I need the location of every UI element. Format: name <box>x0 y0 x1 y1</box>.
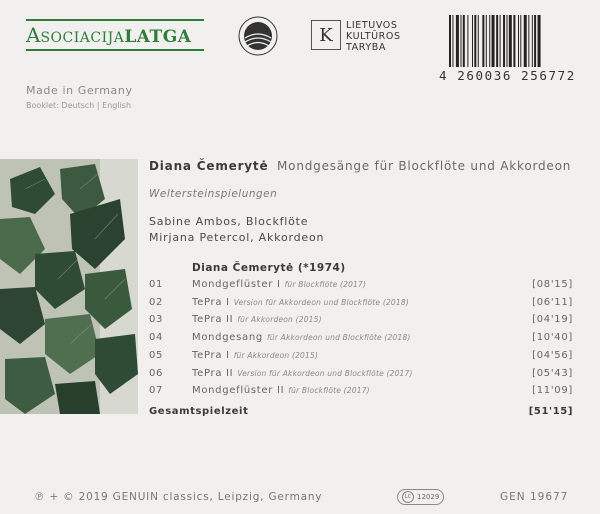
barcode-bar <box>486 15 487 67</box>
total-duration: [51'15] <box>528 406 573 417</box>
barcode-bar <box>472 15 473 67</box>
lkt-line-2: KULTŪROS <box>346 31 401 42</box>
track-duration: [11'09] <box>532 385 573 397</box>
barcode-bar <box>449 15 451 67</box>
track-duration: [04'56] <box>532 349 573 361</box>
barcode-bar <box>489 15 490 67</box>
performer-1: Sabine Ambos, Blockflöte <box>149 215 309 228</box>
track-row <box>149 350 573 366</box>
lkt-k-logo <box>311 20 341 50</box>
barcode-bar <box>520 15 521 67</box>
track-number: 02 <box>149 296 164 308</box>
barcode-bar <box>492 15 495 67</box>
performer-2: Mirjana Petercol, Akkordeon <box>149 231 325 244</box>
track-title: Mondgesang <box>192 332 263 344</box>
tracklist-composer-header: Diana Čemerytė (*1974) <box>192 262 346 274</box>
series-label: Weltersteinspielungen <box>149 188 278 200</box>
track-number: 04 <box>149 332 164 344</box>
barcode <box>449 15 573 67</box>
track-title: TePra II <box>192 367 234 379</box>
label-code-badge <box>397 489 444 505</box>
track-instrumentation: Version für Akkordeon und Blockflöte (2017) <box>237 368 413 378</box>
track-title: Mondgeflüster II <box>192 385 285 397</box>
barcode-bar <box>463 15 465 67</box>
ean-number: 4 260036 256772 <box>439 68 576 83</box>
track-instrumentation: für Akkordeon und Blockflöte (2018) <box>266 333 411 343</box>
track-instrumentation: für Blockflöte (2017) <box>284 280 367 289</box>
latga-initial: A <box>26 23 41 47</box>
track-number: 05 <box>149 349 164 361</box>
track-number: 01 <box>149 279 164 290</box>
track-instrumentation: für Akkordeon (2015) <box>237 315 322 325</box>
asociacija-latga-logo <box>26 19 204 51</box>
barcode-bar <box>507 15 508 67</box>
track-row <box>149 297 573 313</box>
barcode-bar <box>456 15 459 67</box>
track-duration: [04'19] <box>532 314 573 326</box>
track-row <box>149 385 573 401</box>
composer-name: Diana Čemerytė <box>149 159 269 173</box>
track-number: 06 <box>149 367 164 379</box>
barcode-bar <box>528 15 529 67</box>
barcode-bar <box>524 15 527 67</box>
lkt-letter: K <box>319 24 333 46</box>
barcode-bar <box>503 15 505 67</box>
track-number: 03 <box>149 314 164 326</box>
barcode-bar <box>467 15 468 67</box>
album-title: Mondgesänge für Blockflöte und Akkordeon <box>277 159 572 173</box>
track-title: TePra II <box>192 314 234 326</box>
track-duration: [08'15] <box>532 279 573 290</box>
barcode-bar <box>538 15 541 67</box>
catalog-number: GEN 19677 <box>500 491 569 503</box>
barcode-bar <box>452 15 453 67</box>
barcode-bar <box>513 15 515 67</box>
barcode-bar <box>474 15 476 67</box>
track-title: TePra I <box>192 296 230 308</box>
barcode-bar <box>509 15 512 67</box>
barcode-bar <box>478 15 479 67</box>
barcode-bar <box>532 15 533 67</box>
track-duration: [05'43] <box>532 367 573 379</box>
barcode-bar <box>496 15 498 67</box>
made-in-label: Made in Germany <box>26 84 133 97</box>
latga-word: SOCIACIJA <box>40 30 125 46</box>
total-label: Gesamtspielzeit <box>149 406 249 417</box>
track-number: 07 <box>149 385 164 397</box>
album-heading <box>149 159 571 173</box>
lkt-line-1: LIETUVOS <box>346 20 398 31</box>
booklet-languages: Booklet: Deutsch | English <box>26 101 132 110</box>
barcode-bar <box>482 15 484 67</box>
track-row <box>149 279 573 295</box>
track-row <box>149 332 573 348</box>
barcode-bar <box>461 15 462 67</box>
track-title: Mondgeflüster I <box>192 279 281 290</box>
track-instrumentation: für Blockflöte (2017) <box>288 386 370 396</box>
track-row <box>149 314 573 330</box>
track-title: TePra I <box>192 349 230 361</box>
lkt-logo-text <box>346 20 401 53</box>
barcode-bar <box>534 15 536 67</box>
label-code: 12029 <box>417 493 440 501</box>
latga-bold: LATGA <box>124 27 192 47</box>
barcode-bar <box>518 15 519 67</box>
track-duration: [10'40] <box>532 332 573 344</box>
copyright-line: ℗ + © 2019 GENUIN classics, Leipzig, Germany <box>34 491 323 503</box>
track-duration: [06'11] <box>532 296 573 308</box>
barcode-bar <box>500 15 501 67</box>
track-instrumentation: für Akkordeon (2015) <box>233 350 319 360</box>
lkt-line-3: TARYBA <box>346 42 386 53</box>
track-instrumentation: Version für Akkordeon und Blockflöte (2018) <box>233 297 409 307</box>
composers-union-globe-icon <box>238 16 278 56</box>
ivy-leaves-photo <box>0 159 138 414</box>
label-code-icon: LC <box>402 491 414 503</box>
total-time-row <box>149 406 573 417</box>
track-row <box>149 368 573 384</box>
